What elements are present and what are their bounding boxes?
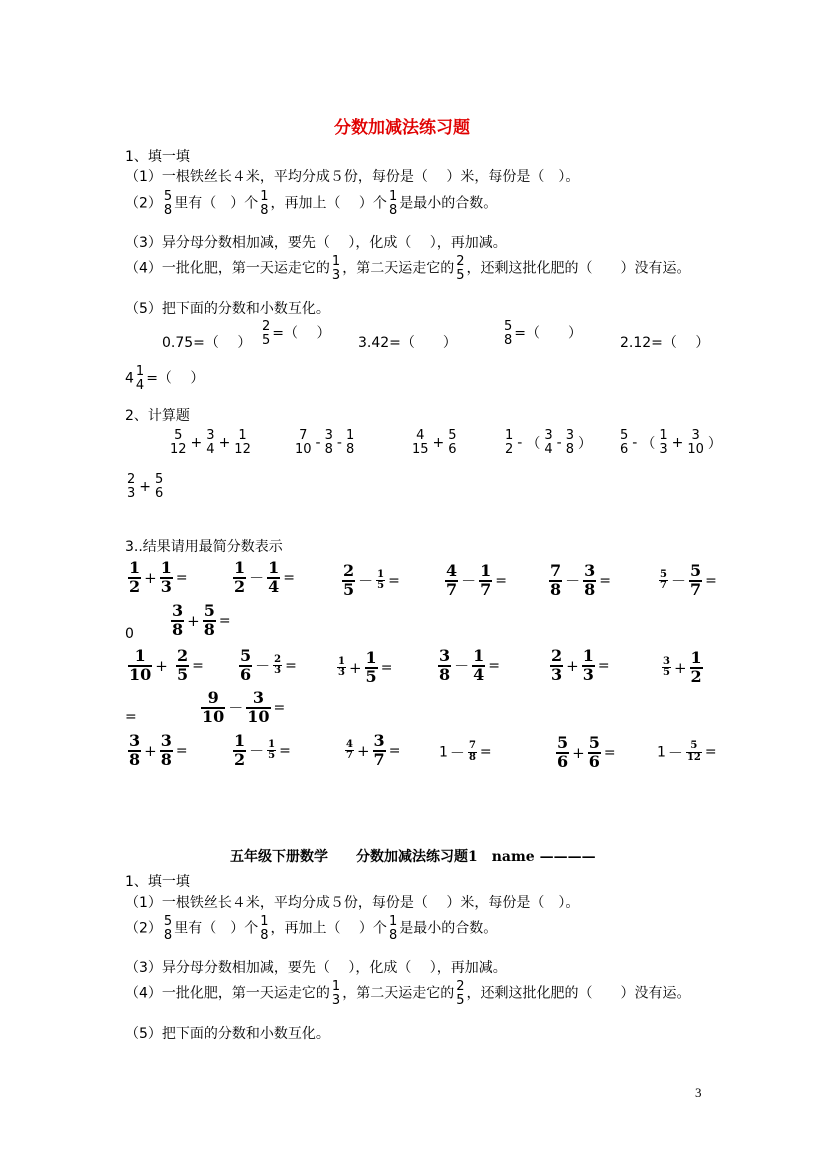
calc-expression-2: 7 10 - 3 8 - 1 8 xyxy=(295,428,355,457)
simplify-exercise-17: $\frac{3}{8}$ + $\frac{3}{8}$ = xyxy=(129,731,188,769)
simplify-exercise-21: $\frac{5}{6}$ + $\frac{5}{6}$ = xyxy=(557,733,616,771)
q2-prefix: （2） xyxy=(125,195,162,212)
question-1-3: （3）异分母分数相加减，要先（ ），化成（ ），再加减。 xyxy=(125,235,507,251)
calc-expression-6: 2 3 + 5 6 xyxy=(127,472,164,501)
simplify-exercise-18: $\frac{1}{2}$ － $\frac{1}{5}$ = xyxy=(234,731,291,769)
fraction: 1 3 xyxy=(331,254,341,283)
simplify-exercise-15: = xyxy=(125,709,137,725)
fraction: 2 5 xyxy=(262,319,271,348)
simplify-exercise-20: 1 － $\frac{7}{8}$ = xyxy=(439,740,492,763)
simplify-exercise-16: $\frac{9}{10}$ － $\frac{3}{10}$ = xyxy=(202,688,286,726)
calc-expression-1: 5 12 + 3 4 + 1 12 xyxy=(170,428,251,457)
simplify-exercise-12: $\frac{3}{8}$ － $\frac{1}{4}$ = xyxy=(439,646,501,684)
simplify-exercise-7: 0 xyxy=(125,626,134,642)
simplify-exercise-13: $\frac{2}{3}$ + $\frac{1}{3}$ = xyxy=(551,646,610,684)
q4-text-c: ，还剩这批化肥的（ ）没有运。 xyxy=(466,260,691,277)
conversion-1: 0.75=（ ） xyxy=(162,335,252,351)
calc-expression-5: 5 6 - （ 1 3 + 3 10 ） xyxy=(620,428,722,457)
simplify-exercise-14: $\frac{3}{5}$ + $\frac{1}{2}$ xyxy=(663,648,702,686)
fraction: 1 8 xyxy=(260,189,269,218)
simplify-exercise-22: 1 － $\frac{5}{12}$ = xyxy=(657,740,717,763)
question-1-1-repeat: （1）一根铁丝长４米，平均分成５份，每份是（ ）米，每份是（ ）。 xyxy=(125,895,580,911)
simplify-exercise-3: $\frac{2}{5}$ － $\frac{1}{5}$ = xyxy=(343,561,400,599)
q2-text-d: 是最小的合数。 xyxy=(399,195,498,212)
simplify-exercise-19: $\frac{4}{7}$ + $\frac{3}{7}$ = xyxy=(346,731,401,769)
simplify-exercise-10: $\frac{5}{6}$ － $\frac{2}{3}$ = xyxy=(240,646,297,684)
section1-heading: 1、填一填 xyxy=(125,149,190,165)
page-title: 分数加减法练习题 xyxy=(334,118,470,138)
conversion-2: 2 5 =（ ） xyxy=(262,319,331,348)
question-1-5: （5）把下面的分数和小数互化。 xyxy=(125,301,330,317)
q4-text-b: ，第二天运走它的 xyxy=(342,260,455,277)
q2-text-c: ，再加上（ ）个 xyxy=(270,195,387,212)
conversion-6: 4 1 4 =（ ） xyxy=(125,364,205,393)
question-1-2 xyxy=(125,190,497,217)
simplify-exercise-11: $\frac{1}{3}$ + $\frac{1}{5}$ = xyxy=(338,648,393,686)
simplify-exercise-4: $\frac{4}{7}$ － $\frac{1}{7}$ = xyxy=(446,561,508,599)
section1-heading-repeat: 1、填一填 xyxy=(125,874,190,890)
fraction: 1 8 xyxy=(388,189,398,218)
q2-text-b: 里有（ ）个 xyxy=(174,195,259,212)
q4-text-a: （4）一批化肥，第一天运走它的 xyxy=(125,260,330,277)
question-1-5-repeat: （5）把下面的分数和小数互化。 xyxy=(125,1026,330,1042)
worksheet-subtitle: 五年级下册数学 分数加减法练习题1 name ———— xyxy=(230,849,596,865)
fraction: 2 5 xyxy=(456,254,465,283)
conversion-3: 3.42=（ ） xyxy=(358,335,457,351)
fraction: 5 8 xyxy=(504,319,513,348)
simplify-exercise-6: $\frac{5}{7}$ － $\frac{5}{7}$ = xyxy=(660,561,717,599)
page-number: 3 xyxy=(695,1085,702,1100)
simplify-exercise-1: $\frac{1}{2}$ + $\frac{1}{3}$ = xyxy=(129,558,188,596)
question-1-4 xyxy=(125,255,690,282)
simplify-exercise-9: $\frac{1}{10}$ + $\frac{2}{5}$ = xyxy=(129,646,204,684)
conversion-5: 2.12=（ ） xyxy=(620,335,710,351)
section2-heading: 2、计算题 xyxy=(125,408,190,424)
question-1-3-repeat: （3）异分母分数相加减，要先（ ），化成（ ），再加减。 xyxy=(125,960,507,976)
question-1-2-repeat: （2） 5 8 里有（ ）个 1 8 ，再加上（ ）个 1 8 是最小的合数。 xyxy=(125,914,498,943)
section3-heading: 3..结果请用最简分数表示 xyxy=(125,539,283,555)
simplify-exercise-5: $\frac{7}{8}$ － $\frac{3}{8}$ = xyxy=(550,561,612,599)
calc-expression-4: 1 2 - （ 3 4 - 3 8 ） xyxy=(505,428,592,457)
fraction: 5 8 xyxy=(163,189,173,218)
simplify-exercise-8: $\frac{3}{8}$ + $\frac{5}{8}$ = xyxy=(172,601,231,639)
question-1-1: （1）一根铁丝长４米，平均分成５份，每份是（ ）米，每份是（ ）。 xyxy=(125,169,580,185)
simplify-exercise-2: $\frac{1}{2}$ － $\frac{1}{4}$ = xyxy=(234,558,296,596)
fraction: 1 4 xyxy=(135,364,145,393)
calc-expression-3: 4 15 + 5 6 xyxy=(412,428,457,457)
conversion-4: 5 8 =（ ） xyxy=(504,319,583,348)
question-1-4-repeat: （4）一批化肥，第一天运走它的 1 3 ，第二天运走它的 2 5 ，还剩这批化肥的（ ）没有运。 xyxy=(125,979,691,1008)
